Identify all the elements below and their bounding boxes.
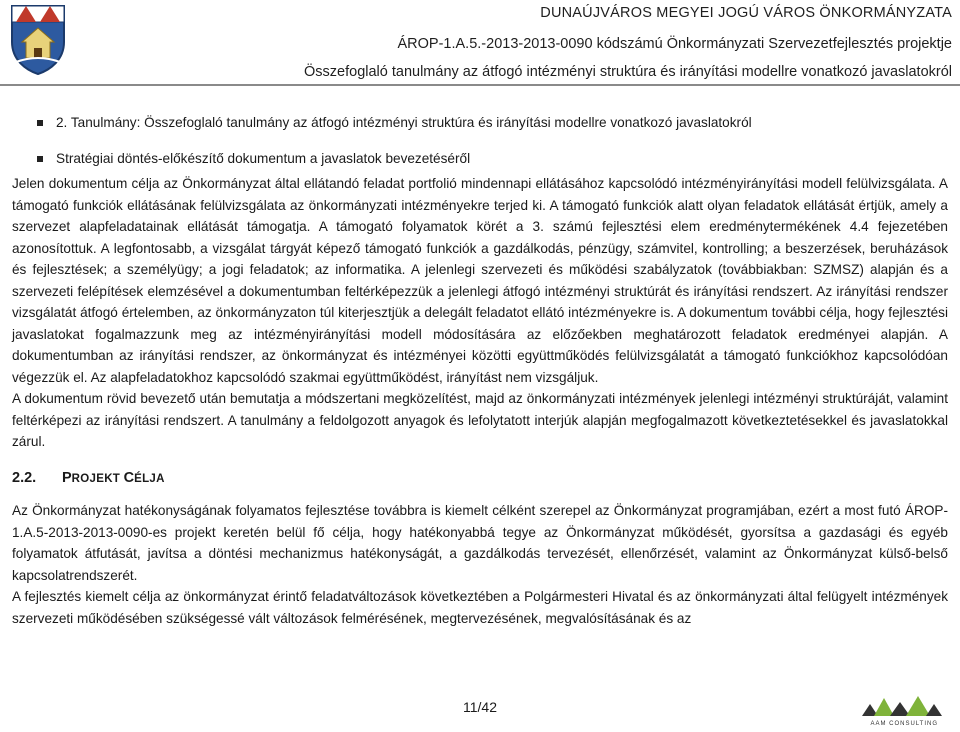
page-number: 11/42 <box>463 699 497 715</box>
paragraph: A fejlesztés kiemelt célja az önkormányzat érintő feladatváltozások következtében a Polgármesteri Hivatal és az önkormányzati által felügyelt intézmények szervezeti működésében szükségessé vált változások felmérésének, megtervezésének, megvalósításának és az <box>12 589 948 626</box>
header-municipality: DUNAÚJVÁROS MEGYEI JOGÚ VÁROS ÖNKORMÁNYZATA <box>540 5 952 21</box>
bullet-text: Stratégiai döntés-előkészítő dokumentum a javaslatok bevezetéséről <box>56 150 471 166</box>
bullet-square-icon <box>37 156 43 162</box>
header-document-title: Összefoglaló tanulmány az átfogó intézményi struktúra és irányítási modellre vonatkozó javaslatokról <box>304 64 952 80</box>
header-project-code: ÁROP-1.A.5.-2013-2013-0090 kódszámú Önkormányzati Szervezetfejlesztés projektje <box>397 36 952 52</box>
paragraph: Jelen dokumentum célja az Önkormányzat által ellátandó feladat portfolió mindennapi ellátásához kapcsolódó intézményirányítási modell felülvizsgálata. A támogató funkciók ellátásának felülvizsgálata az önkormányzati intézményekre terjed ki. A támogató funkciók alatt olyan feladatok ellátását értjük, amely a szervezet alapfeladatainak ellátását támogatja. A támogató folyamatok körét a 3. számú fejlesztési elem eredménytermékének 4.4 fejezetében azonosítottuk. A legfontosabb, a vizsgálat tárgyát képező támogató funkciók a gazdálkodás, pénzügy, számvitel, kontrolling; a beszerzések, beruházások és fejlesztések; a személyügy; a jogi feladatok; az informatika. A jelenlegi szervezeti és működési szabályzatok (továbbiakban: SZMSZ) alapján és a szervezeti felépítések elemzésével a dokumentumban feltérképezzük a jelenlegi átfogó intézményi struktúrát és irányítási rendszert. Az irányítási rendszer vizsgálatát átfogó értelemben, az önkormányzaton túl kiterjesztjük a delegált feladatot ellátó intézményekre is. A dokumentum további célja, hogy fejlesztési javaslatokat fogalmazzunk meg az intézményirányítási modell módosítására az előzőekben meghatározott feladatok eredményei alapján. A dokumentumban az irányítási rendszer, az önkormányzat és intézményei közötti együttműködés felülvizsgálatát a támogató funkciókhoz kapcsolódóan végezzük el. Az alapfeladatokhoz kapcsolódó szakmai együttműködést, irányítást nem vizsgáljuk. <box>12 176 948 385</box>
section-number: 2.2. <box>12 469 37 486</box>
logo-caption: AAM CONSULTING <box>870 721 938 727</box>
section-title: PROJEKT CÉLJA <box>62 469 165 486</box>
bullet-item <box>12 112 948 134</box>
document-body <box>12 112 948 629</box>
bullet-square-icon <box>37 120 43 126</box>
page-header <box>0 0 960 86</box>
header-divider <box>0 84 960 86</box>
bullet-item <box>12 148 948 170</box>
section-heading <box>12 468 948 491</box>
paragraph: A dokumentum rövid bevezető után bemutatja a módszertani megközelítést, majd az önkormányzati intézmények jelenlegi intézményi struktúráját, valamint feltérképezi az irányítási rendszert. A tanulmány a feldolgozott anyagok és lefolytatott interjúk alapján megfogalmazott következtetésekkel és javaslatokkal zárul. <box>12 391 948 449</box>
coat-of-arms-icon <box>8 2 68 76</box>
paragraph: Az Önkormányzat hatékonyságának folyamatos fejlesztése továbbra is kiemelt célként szerepel az Önkormányzat programjában, ezért a most futó ÁROP-1.A.5-2013-2013-0090-es projekt keretén belül fő célja, hogy hatékonyabbá tegye az Önkormányzat működését, gyorsítsa a gazdasági és egyéb folyamatok átfutását, javítsa a döntési mechanizmus hatékonyságát, a gazdálkodás tervezését, ellenőrzését, valamint az Önkormányzat külső-belső kapcsolatrendszerét. <box>12 503 948 583</box>
bullet-text: 2. Tanulmány: Összefoglaló tanulmány az átfogó intézményi struktúra és irányítási modellre vonatkozó javaslatokról <box>56 115 752 130</box>
